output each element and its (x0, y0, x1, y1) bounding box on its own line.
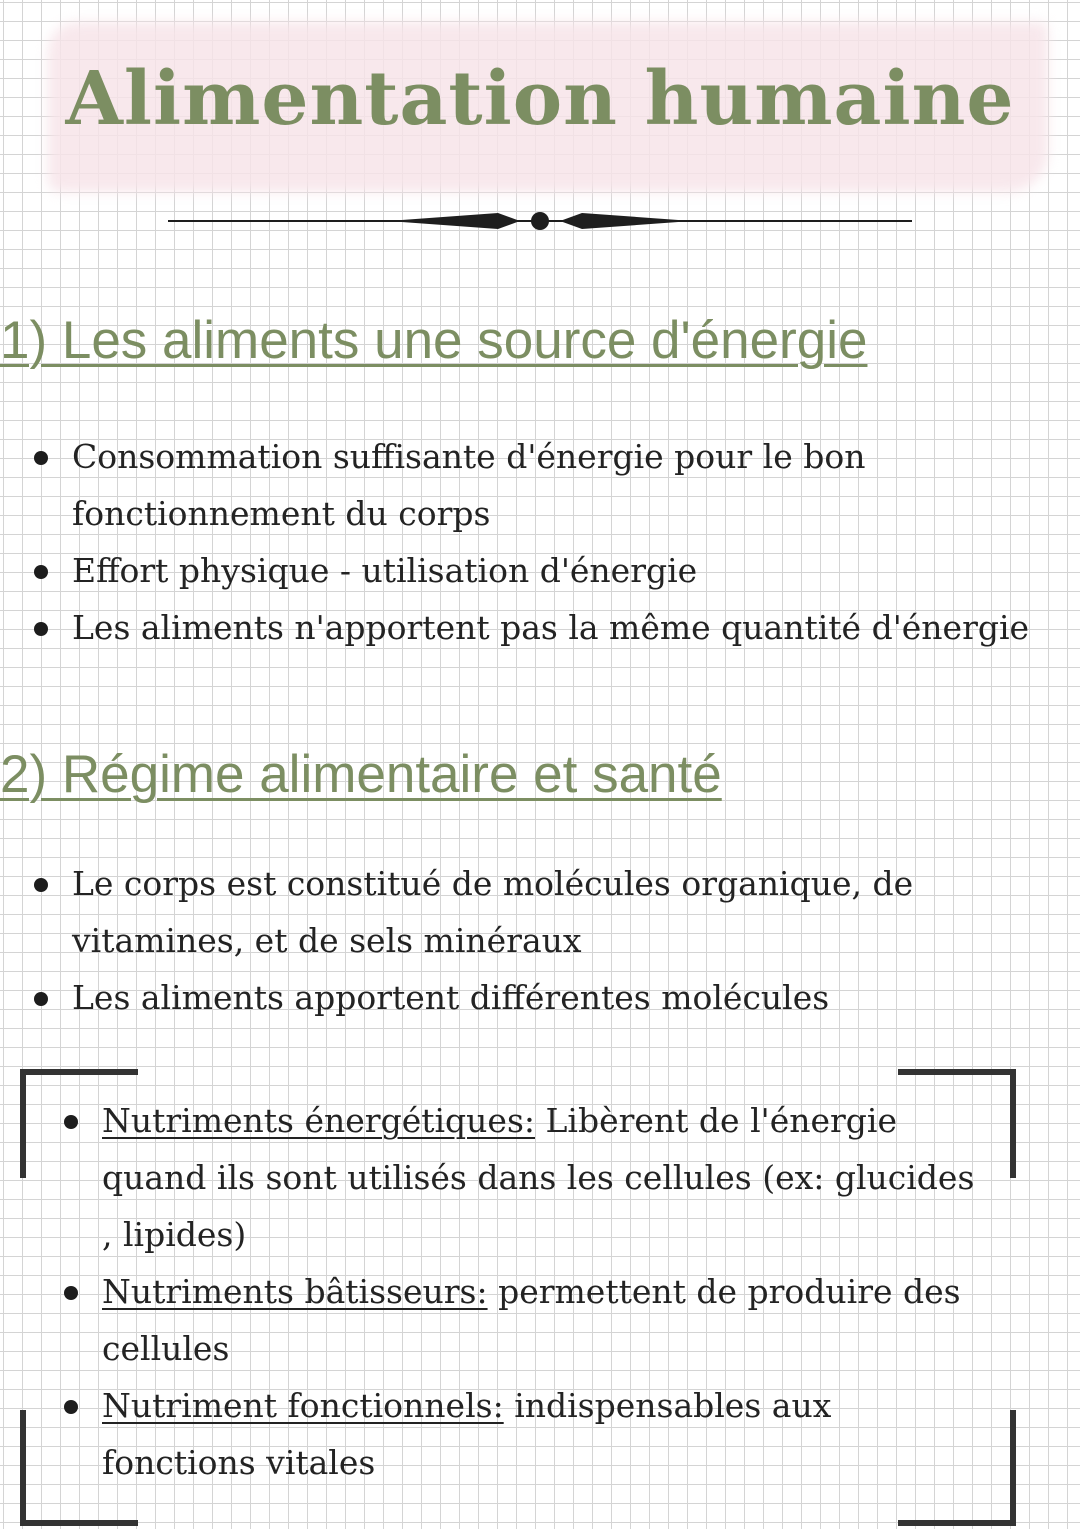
nutrient-term: Nutriment fonctionnels: (102, 1386, 504, 1425)
list-item: Les aliments n'apportent pas la même quantité d'énergie (34, 599, 1054, 656)
bullet-icon (64, 1115, 78, 1129)
nutrients-list (64, 1092, 984, 1491)
nutrient-term: Nutriments énergétiques: (102, 1101, 535, 1140)
list-item (64, 1377, 984, 1491)
bullet-icon (34, 878, 48, 892)
bullet-icon (34, 992, 48, 1006)
bullet-icon (34, 451, 48, 465)
section-1-heading: 1) Les aliments une source d'énergie (0, 311, 868, 370)
nutrient-term: Nutriments bâtisseurs: (102, 1272, 488, 1311)
ornamental-divider (168, 205, 912, 237)
list-item (64, 1092, 984, 1263)
list-item: Effort physique - utilisation d'énergie (34, 542, 1054, 599)
nutrient-description: permettent de produire des cellules (102, 1272, 961, 1368)
bullet-icon (64, 1400, 78, 1414)
nutrient-description: indispensables aux fonctions vitales (102, 1386, 832, 1482)
list-item (64, 1263, 984, 1377)
section-2-list (34, 855, 934, 1026)
bullet-icon (34, 622, 48, 636)
nutrient-description: Libèrent de l'énergie quand ils sont utilisés dans les cellules (ex: glucides , lipides) (102, 1101, 975, 1254)
list-item: Consommation suffisante d'énergie pour le bon fonctionnement du corps (34, 428, 1054, 542)
section-1-list (34, 428, 1054, 656)
list-item: Les aliments apportent différentes molécules (34, 969, 934, 1026)
section-2-heading: 2) Régime alimentaire et santé (0, 745, 722, 804)
list-item: Le corps est constitué de molécules organique, de vitamines, et de sels minéraux (34, 855, 934, 969)
bullet-icon (34, 565, 48, 579)
bullet-icon (64, 1286, 78, 1300)
page-title: Alimentation humaine (65, 56, 1015, 142)
